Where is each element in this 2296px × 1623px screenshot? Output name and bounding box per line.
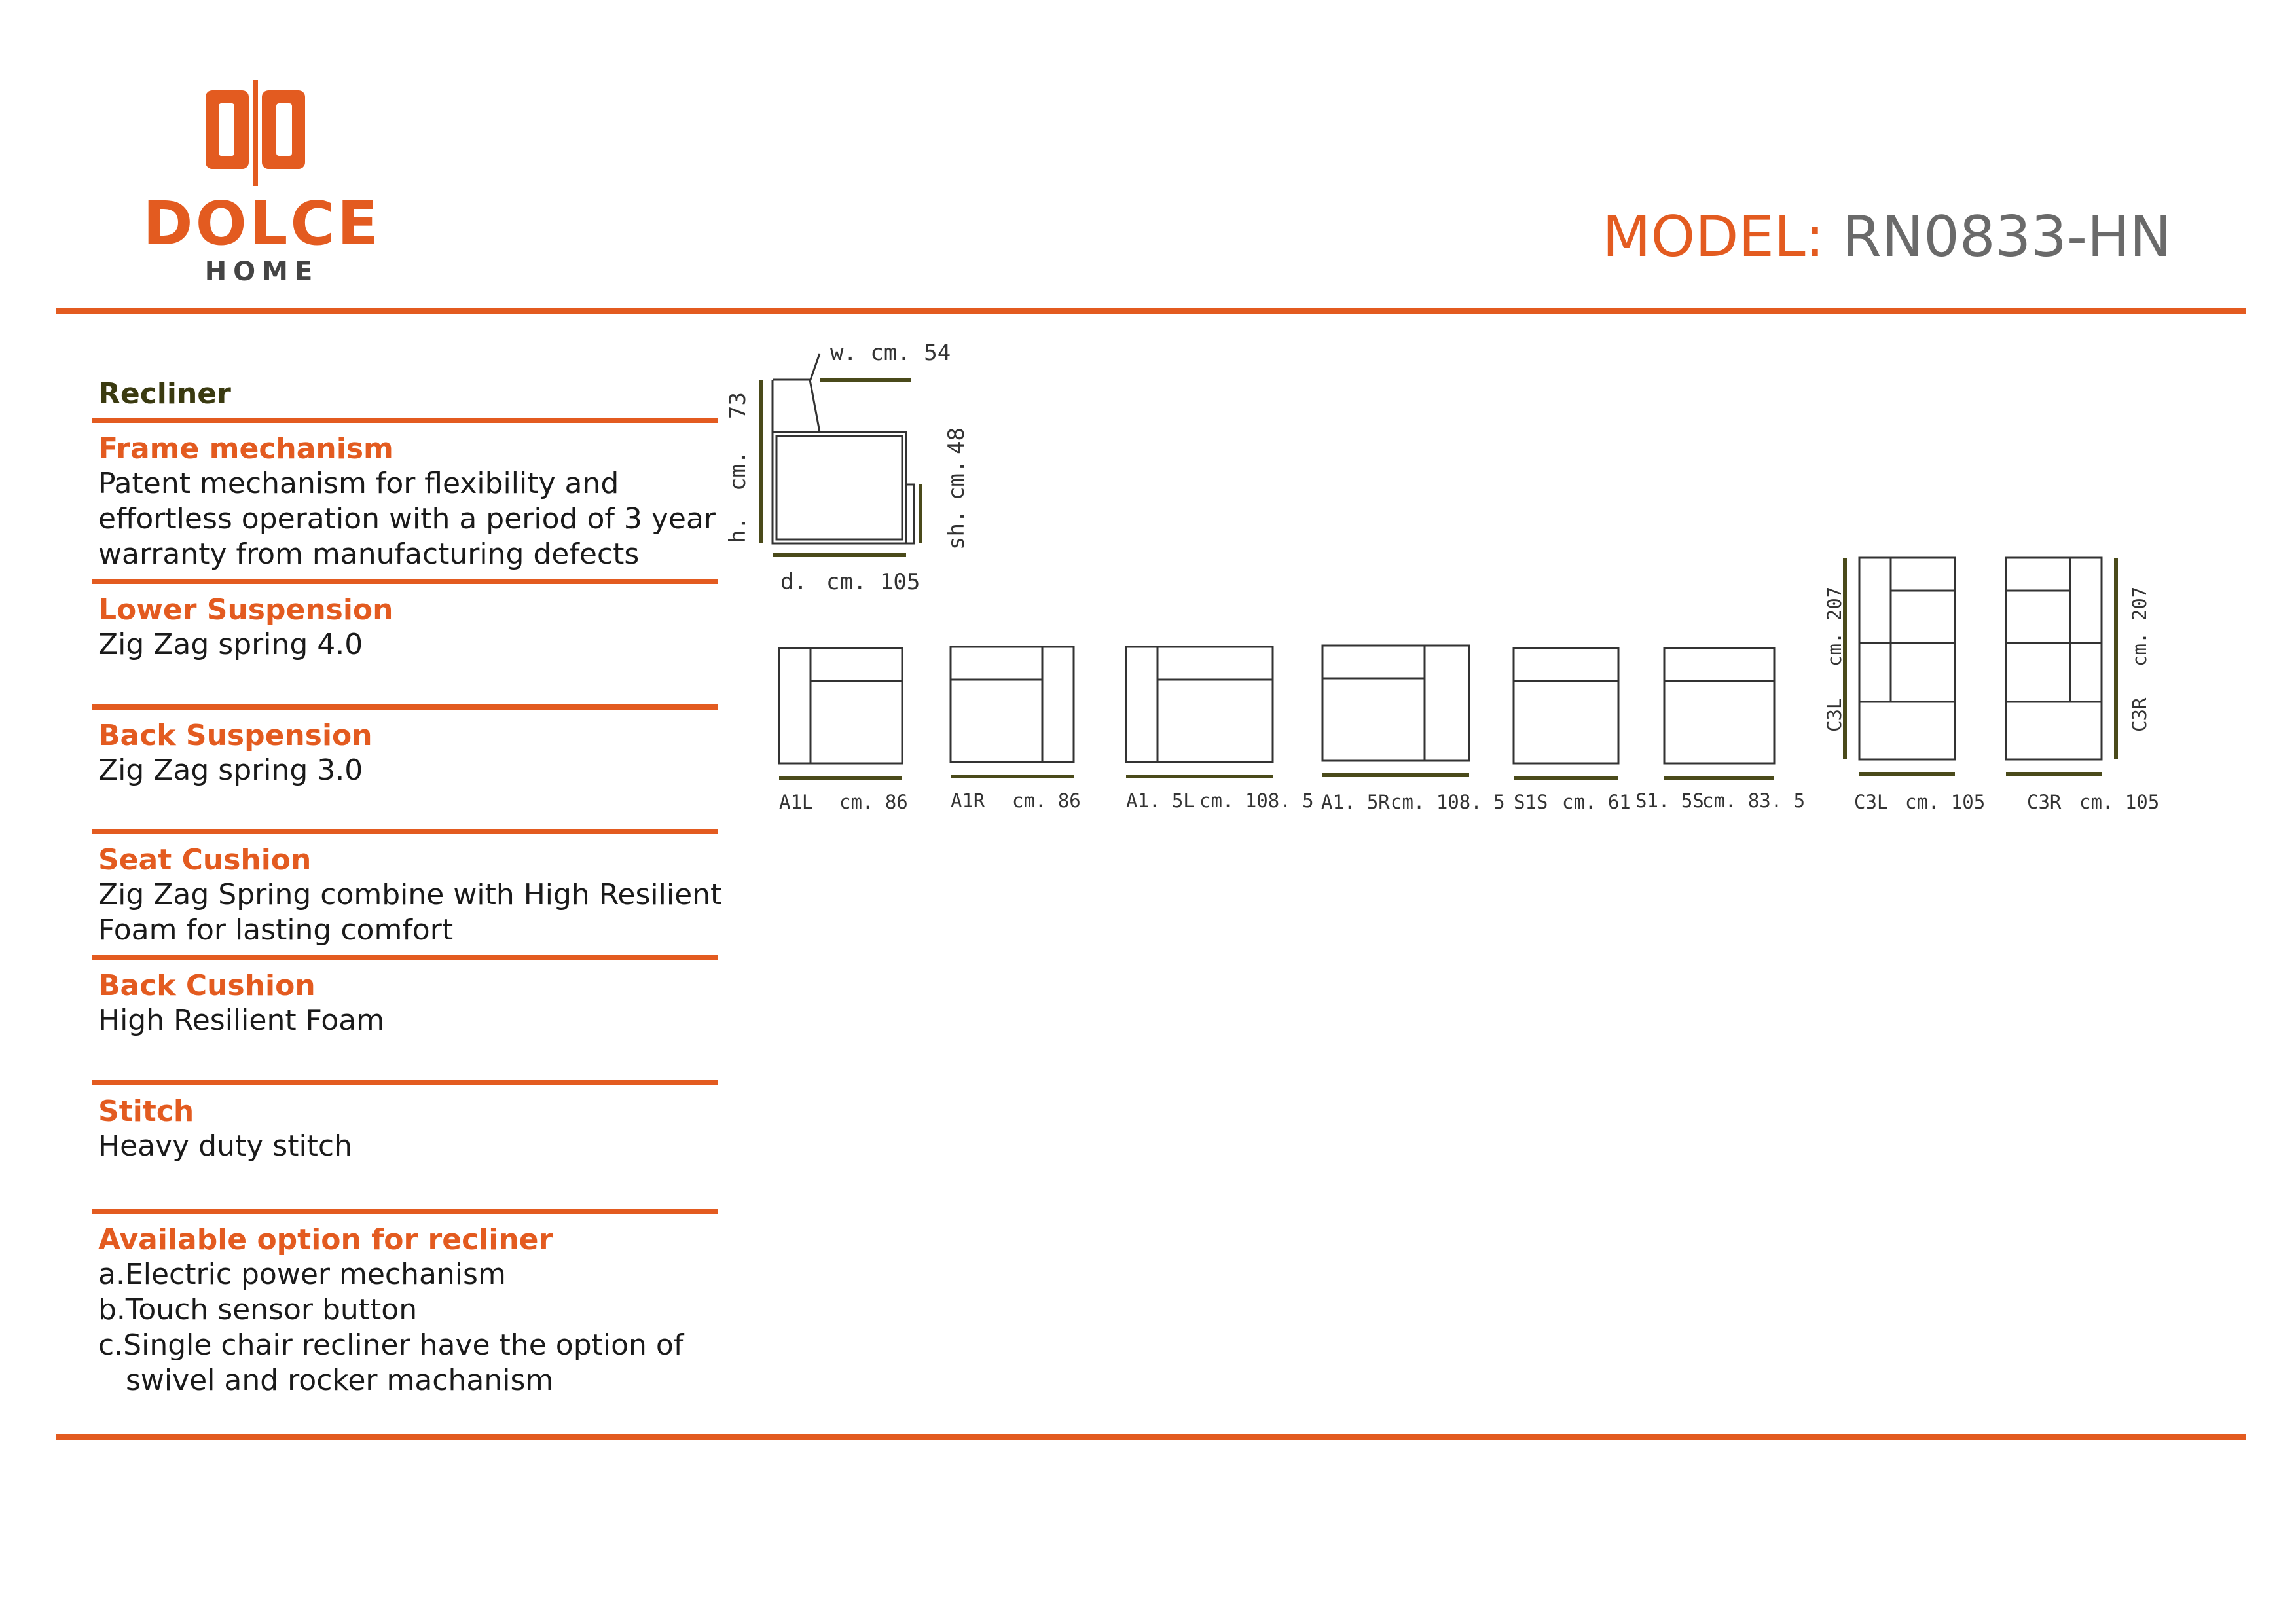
module-code: A1L — [779, 791, 814, 813]
spec-body-line: Zig Zag spring 3.0 — [98, 754, 363, 787]
module-code: C3R — [2027, 791, 2062, 813]
module-dim: cm. 83. 5 — [1702, 790, 1806, 812]
spec-divider — [92, 579, 718, 584]
module-a1l-drawing — [779, 648, 902, 778]
header-divider — [56, 308, 2246, 314]
module-a15l-drawing — [1126, 647, 1273, 776]
module-side-dim: cm. 207 — [1823, 586, 1846, 666]
spec-body-line: c.Single chair recliner have the option of — [98, 1328, 684, 1362]
spec-title: Seat Cushion — [98, 843, 312, 877]
spec-title: Stitch — [98, 1095, 194, 1128]
spec-divider — [92, 829, 718, 834]
dolce-logo-mark-icon — [196, 77, 314, 189]
side-depth-label: cm. 105 — [826, 569, 920, 595]
footer-divider — [56, 1434, 2246, 1440]
spec-body-line: High Resilient Foam — [98, 1004, 385, 1037]
side-height-value: 73 — [725, 392, 751, 419]
spec-body-line: swivel and rocker machanism — [98, 1364, 554, 1397]
model-value: RN0833-HN — [1842, 204, 2172, 270]
brand-name: DOLCE — [143, 189, 381, 259]
model-heading — [1602, 204, 2172, 270]
brand-subtitle: HOME — [204, 257, 319, 287]
spec-title: Frame mechanism — [98, 432, 393, 465]
module-side-code: C3R — [2128, 697, 2151, 732]
side-depth-d: d. — [780, 569, 807, 595]
spec-body-line: Zig Zag Spring combine with High Resilient — [98, 878, 722, 911]
module-c3l-drawing — [1845, 558, 1955, 774]
spec-divider — [92, 955, 718, 960]
side-seat-cm: cm. — [943, 460, 970, 500]
model-label: MODEL: — [1602, 204, 1825, 270]
module-code: A1R — [951, 790, 985, 812]
module-a15r-drawing — [1322, 646, 1469, 775]
module-dim: cm. 61 — [1562, 791, 1631, 813]
side-width-label: w. cm. 54 — [830, 340, 951, 366]
technical-drawings — [707, 327, 2213, 838]
spec-body-line: a.Electric power mechanism — [98, 1258, 506, 1291]
spec-divider — [92, 1080, 718, 1085]
spec-body-line: Heavy duty stitch — [98, 1129, 353, 1163]
side-seat-sh: sh. — [943, 509, 970, 550]
side-height-cm: cm. — [725, 450, 751, 491]
spec-body-line: b.Touch sensor button — [98, 1293, 418, 1326]
spec-title: Back Cushion — [98, 969, 316, 1002]
module-s15s-drawing — [1664, 648, 1774, 778]
spec-divider — [92, 418, 718, 423]
spec-divider — [92, 704, 718, 710]
module-code: A1. 5R — [1321, 791, 1390, 813]
module-dim: cm. 108. 5 — [1199, 790, 1314, 812]
side-profile-drawing — [761, 354, 920, 555]
side-height-h: h. — [725, 517, 751, 543]
spec-divider — [92, 1209, 718, 1214]
spec-body-line: warranty from manufacturing defects — [98, 538, 640, 571]
spec-title: Lower Suspension — [98, 593, 393, 627]
module-side-dim: cm. 207 — [2128, 586, 2151, 666]
spec-body-line: Patent mechanism for flexibility and — [98, 467, 619, 500]
module-dim: cm. 105 — [2079, 791, 2160, 813]
spec-title: Recliner — [98, 377, 231, 410]
module-c3r-drawing — [2006, 558, 2116, 774]
module-a1r-drawing — [951, 647, 1074, 776]
spec-title: Back Suspension — [98, 719, 373, 752]
module-dim: cm. 108. 5 — [1391, 791, 1505, 813]
side-seat-value: 48 — [943, 428, 970, 454]
module-dim: cm. 86 — [839, 791, 908, 813]
spec-body-line: Foam for lasting comfort — [98, 913, 454, 947]
spec-body-line: effortless operation with a period of 3 year — [98, 502, 716, 536]
module-side-code: C3L — [1823, 697, 1846, 732]
module-code: A1. 5L — [1126, 790, 1195, 812]
module-code: S1S — [1514, 791, 1548, 813]
spec-body-line: Zig Zag spring 4.0 — [98, 628, 363, 661]
module-dim: cm. 86 — [1012, 790, 1081, 812]
module-code: S1. 5S — [1635, 790, 1704, 812]
module-dim: cm. 105 — [1905, 791, 1986, 813]
module-s1s-drawing — [1514, 648, 1618, 778]
module-code: C3L — [1854, 791, 1889, 813]
spec-title: Available option for recliner — [98, 1223, 553, 1256]
